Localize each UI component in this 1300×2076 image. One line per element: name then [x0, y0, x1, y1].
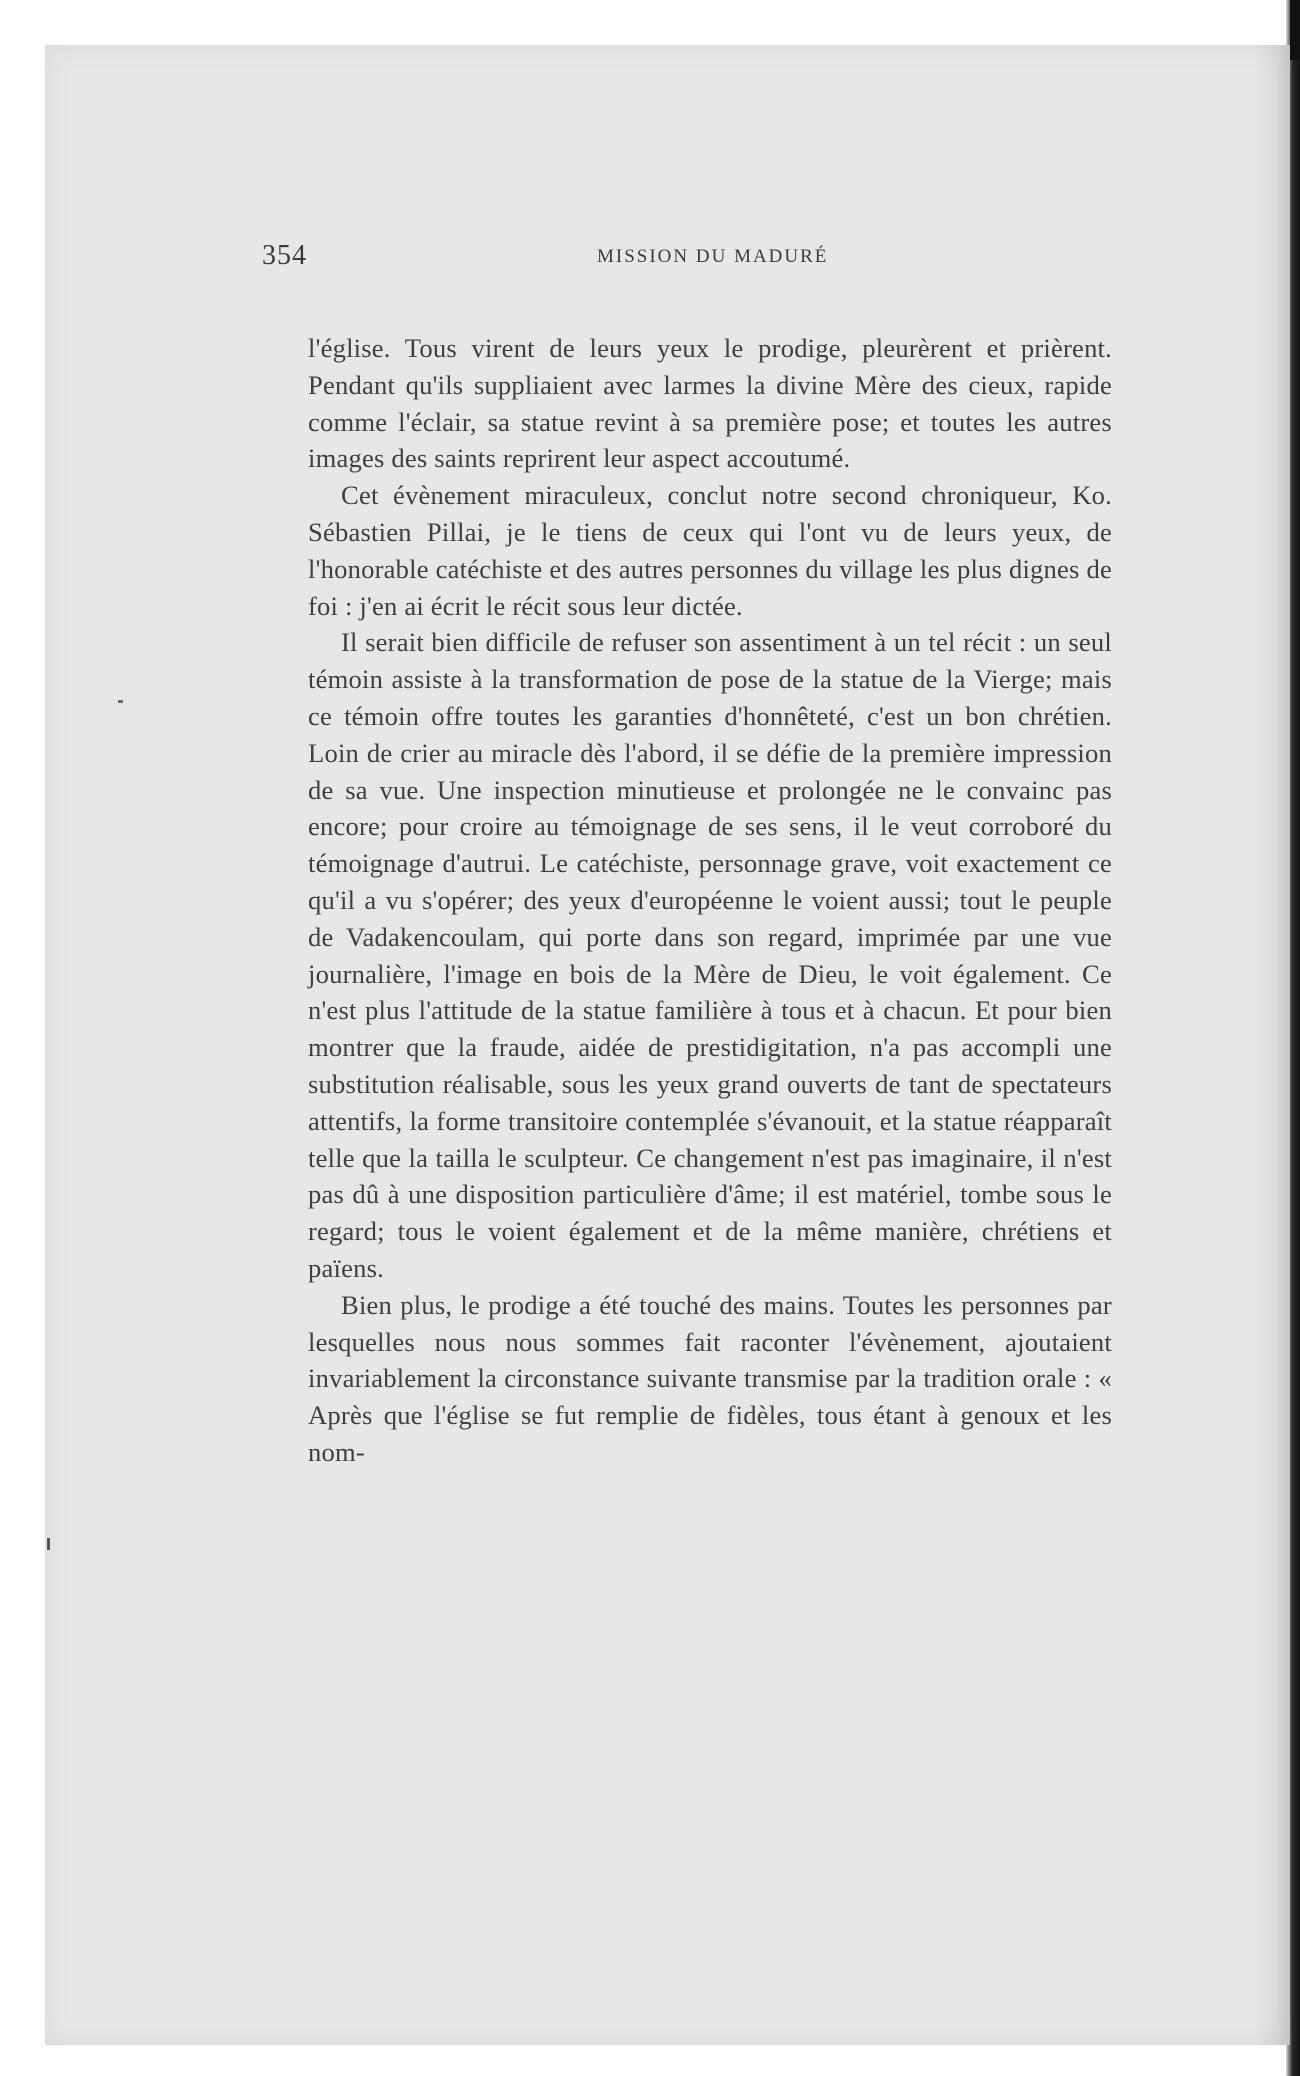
running-head [262, 240, 1112, 280]
page-number: 354 [262, 240, 307, 271]
paragraph: Il serait bien difficile de refuser son assentiment à un tel récit : un seul témoin assiste à la transformation de pose de la statue de la Vierge; mais ce témoin offre toutes les garanties d'honnêteté, c'est un bon chrétien. Loin de crier au miracle dès l'abord, il se défie de la première impression de sa vue. Une inspection minutieuse et prolongée ne le convainc pas encore; pour croire au témoignage de ses sens, il le veut corroboré du témoignage d'autrui. Le catéchiste, personnage grave, voit exactement ce qu'il a vu s'opérer; des yeux d'européenne le voient aussi; tout le peuple de Vadakencoulam, qui porte dans son regard, imprimée par une vue journalière, l'image en bois de la Mère de Dieu, le voit également. Ce n'est plus l'attitude de la statue familière à tous et à chacun. Et pour bien montrer que la fraude, aidée de prestidigitation, n'a pas accompli une substitution réalisable, sous les yeux grand ouverts de tant de spectateurs attentifs, la forme transitoire contemplée s'évanouit, et la statue réapparaît telle que la tailla le sculpteur. Ce changement n'est pas imaginaire, il n'est pas dû à une disposition particulière d'âme; il est matériel, tombe sous le regard; tous le voient également et de la même manière, chrétiens et païens. [308, 627, 1112, 1283]
margin-mark [47, 1538, 50, 1550]
body-text [308, 330, 1112, 1471]
page-fold-shadow [1254, 45, 1290, 2045]
paragraph: Bien plus, le prodige a été touché des mains. Toutes les personnes par lesquelles nous nous sommes fait raconter l'évènement, ajoutaient invariablement la circonstance suivante transmise par la tradition orale : « Après que l'église se fut remplie de fidèles, tous étant à genoux et les nom- [308, 1289, 1112, 1467]
scan-edge-top [1290, 0, 1300, 60]
running-title: MISSION DU MADURÉ [597, 246, 829, 267]
paragraph: Cet évènement miraculeux, conclut notre second chroniqueur, Ko. Sébastien Pillai, je le tiens de ceux qui l'ont vu de leurs yeux, de l'honorable catéchiste et des autres personnes du village les plus dignes de foi : j'en ai écrit le récit sous leur dictée. [308, 480, 1112, 621]
margin-mark [118, 700, 123, 703]
paragraph: l'église. Tous virent de leurs yeux le prodige, pleurèrent et prièrent. Pendant qu'ils suppliaient avec larmes la divine Mère des cieux, rapide comme l'éclair, sa statue revint à sa première pose; et toutes les autres images des saints reprirent leur aspect accoutumé. [308, 333, 1112, 474]
